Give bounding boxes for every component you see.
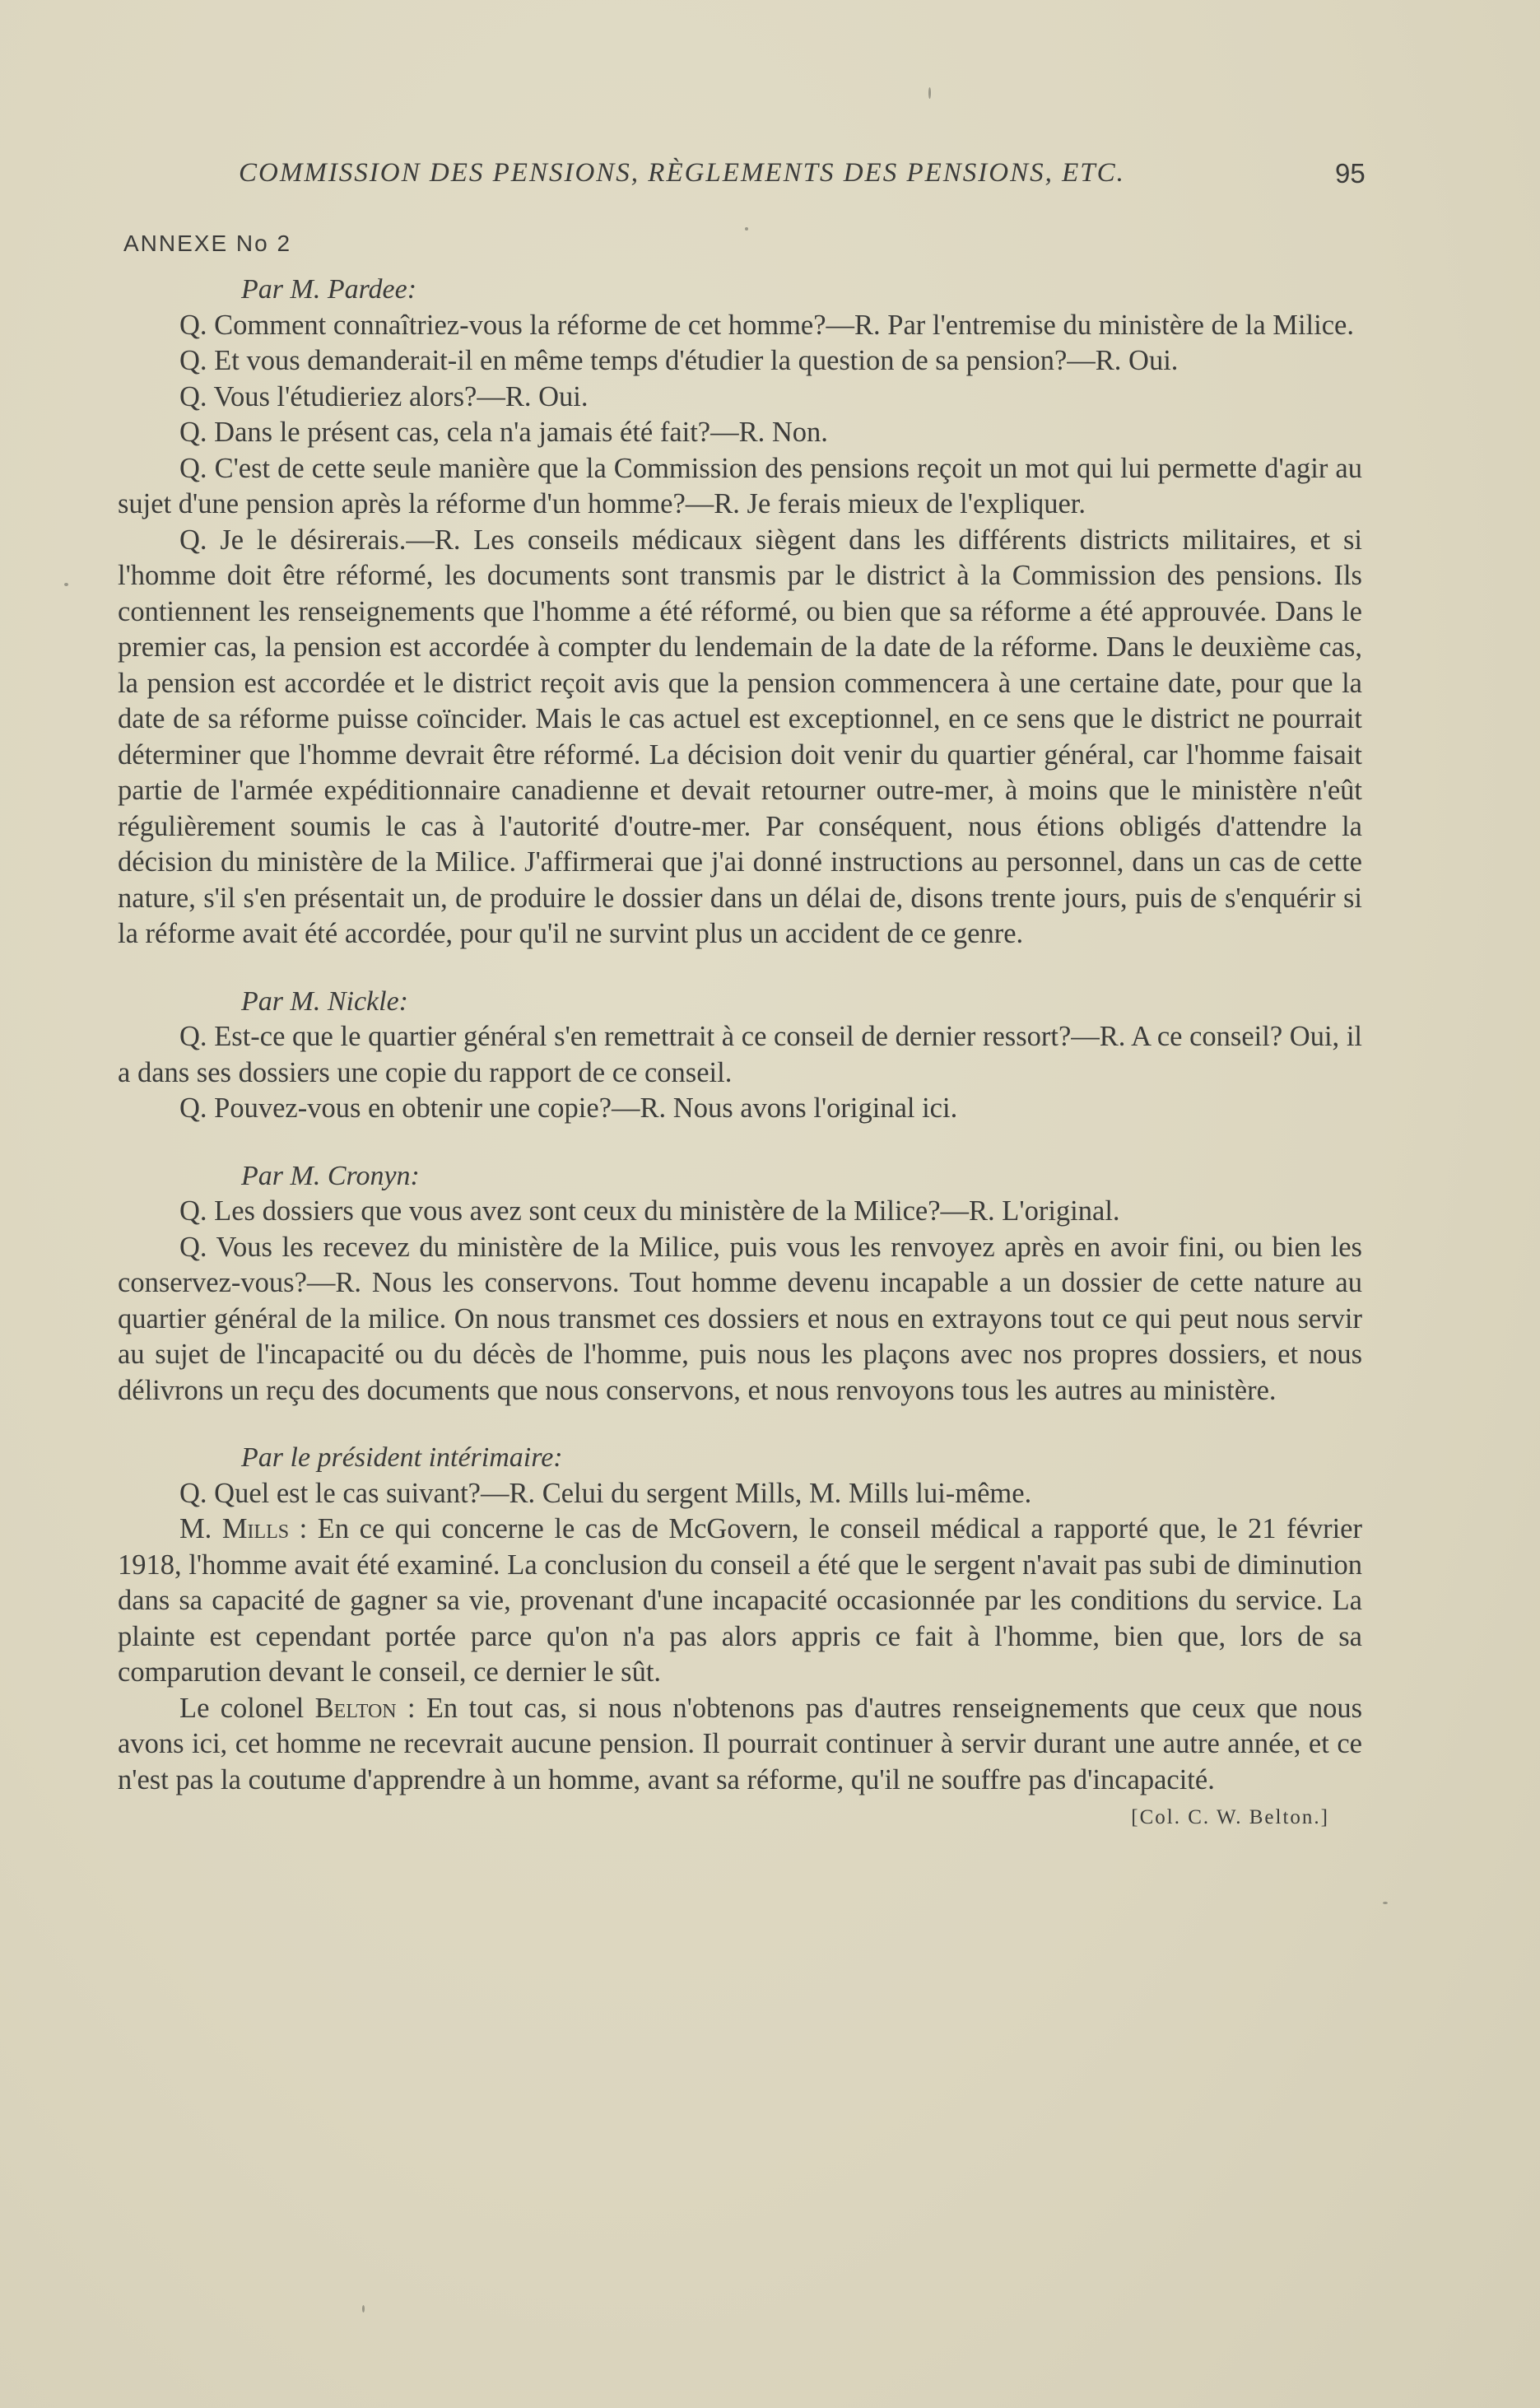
paragraph: Q. Comment connaîtriez-vous la réforme de cet homme?—R. Par l'entremise du ministère de la Milice.	[179, 309, 1354, 341]
speaker-separator: :	[289, 1513, 318, 1544]
paper-speck	[64, 583, 68, 586]
paragraph: Q. Est-ce que le quartier général s'en remettrait à ce conseil de dernier ressort?—R. A ce conseil? Oui, il a dans ses dossiers une copie du rapport de ce conseil.	[118, 1021, 1362, 1088]
annex-label: ANNEXE No 2	[123, 231, 292, 256]
mills-statement	[118, 1511, 1362, 1691]
paragraph: Q. Et vous demanderait-il en même temps d'étudier la question de sa pension?—R. Oui.	[179, 345, 1179, 376]
running-title: COMMISSION DES PENSIONS, RÈGLEMENTS DES PENSIONS, ETC.	[239, 158, 1125, 188]
speaker-heading: Par le président intérimaire:	[241, 1442, 563, 1473]
paragraph: Q. Vous l'étudieriez alors?—R. Oui.	[179, 380, 589, 412]
section-gap	[118, 1127, 1362, 1158]
paper-speck	[1383, 1902, 1388, 1904]
speaker-separator: :	[396, 1692, 426, 1724]
statement-text: En tout cas, si nous n'obtenons pas d'autres renseignements que ceux que nous avons ici, cet homme ne recevrait aucune pension. Il pourrait continuer à servir durant une autre année, et ce n'est pas la coutume d'apprendre à un homme, avant sa réforme, qu'il ne souffre pas d'incapacité.	[118, 1692, 1362, 1796]
speaker-heading: Par M. Pardee:	[241, 274, 417, 305]
body-text	[118, 272, 1362, 1836]
paragraph: Q. Dans le présent cas, cela n'a jamais été fait?—R. Non.	[179, 417, 828, 448]
paragraph: Q. Quel est le cas suivant?—R. Celui du sergent Mills, M. Mills lui-même.	[179, 1477, 1032, 1509]
speaker-heading: Par M. Cronyn:	[241, 1160, 420, 1191]
speaker-name: Belton	[314, 1692, 397, 1724]
paragraph: Q. Vous les recevez du ministère de la Milice, puis vous les renvoyez après en avoir fini, ou bien les conservez-vous?—R. Nous les conservons. Tout homme devenu incapable a un dossier de cette nature au quartier général de la milice. On nous transmet ces dossiers et nous en extrayons tout ce qui peut nous servir au sujet de l'incapacité ou du décès de l'homme, puis nous les plaçons avec nos propres dossiers, et nous délivrons un reçu des documents que nous conservons, et nous renvoyons tous les autres au ministère.	[118, 1231, 1362, 1406]
paragraph: Q. C'est de cette seule manière que la Commission des pensions reçoit un mot qui lui permette d'agir au sujet d'une pension après la réforme d'un homme?—R. Je ferais mieux de l'expliquer.	[118, 452, 1362, 519]
belton-statement	[118, 1691, 1362, 1799]
paper-speck	[362, 2305, 365, 2313]
signature-note: [Col. C. W. Belton.]	[1131, 1806, 1329, 1828]
page-number: 95	[1335, 158, 1366, 189]
speaker-heading: Par M. Nickle:	[241, 985, 408, 1017]
speaker-prefix: Le colonel	[179, 1692, 315, 1724]
paragraph: Q. Pouvez-vous en obtenir une copie?—R. Nous avons l'original ici.	[179, 1092, 958, 1124]
section-gap	[118, 952, 1362, 984]
speaker-name: M. Mills	[179, 1513, 290, 1544]
paper-speck	[928, 87, 931, 99]
section-gap	[118, 1409, 1362, 1440]
statement-text: En ce qui concerne le cas de McGovern, le conseil médical a rapporté que, le 21 février 1918, l'homme avait été examiné. La conclusion du conseil a été que le sergent n'avait pas subi de diminution dans sa capacité de gagner sa vie, provenant d'une incapacité occasionnée par les conditions du service. La plainte est cependant portée parce qu'on n'a pas alors appris ce fait à l'homme, bien que, lors de sa comparution devant le conseil, ce dernier le sût.	[118, 1513, 1362, 1688]
paper-speck	[745, 227, 748, 231]
paragraph: Q. Je le désirerais.—R. Les conseils médicaux siègent dans les différents districts militaires, et si l'homme doit être réformé, les documents sont transmis par le district à la Commission des pensions. Ils contiennent les renseignements que l'homme a été réformé, ou bien que sa réforme a été approuvée. Dans le premier cas, la pension est accordée à compter du lendemain de la date de la réforme. Dans le deuxième cas, la pension est accordée et le district reçoit avis que la pension commencera à une certaine date, pour que la date de sa réforme puisse coïncider. Mais le cas actuel est exceptionnel, en ce sens que le district ne pourrait déterminer que l'homme devrait être réformé. La décision doit venir du quartier général, car l'homme faisait partie de l'armée expéditionnaire canadienne et devait retourner outre-mer, à moins que le ministère n'eût régulièrement soumis le cas à l'autorité d'outre-mer. Par conséquent, nous étions obligés d'attendre la décision du ministère de la Milice. J'affirmerai que j'ai donné instructions au personnel, dans un cas de cette nature, s'il s'en présentait un, de produire le dossier dans un délai de, disons trente jours, puis de s'enquérir si la réforme avait été accordée, pour qu'il ne survint plus un accident de ce genre.	[118, 524, 1362, 949]
paragraph: Q. Les dossiers que vous avez sont ceux du ministère de la Milice?—R. L'original.	[179, 1195, 1120, 1227]
